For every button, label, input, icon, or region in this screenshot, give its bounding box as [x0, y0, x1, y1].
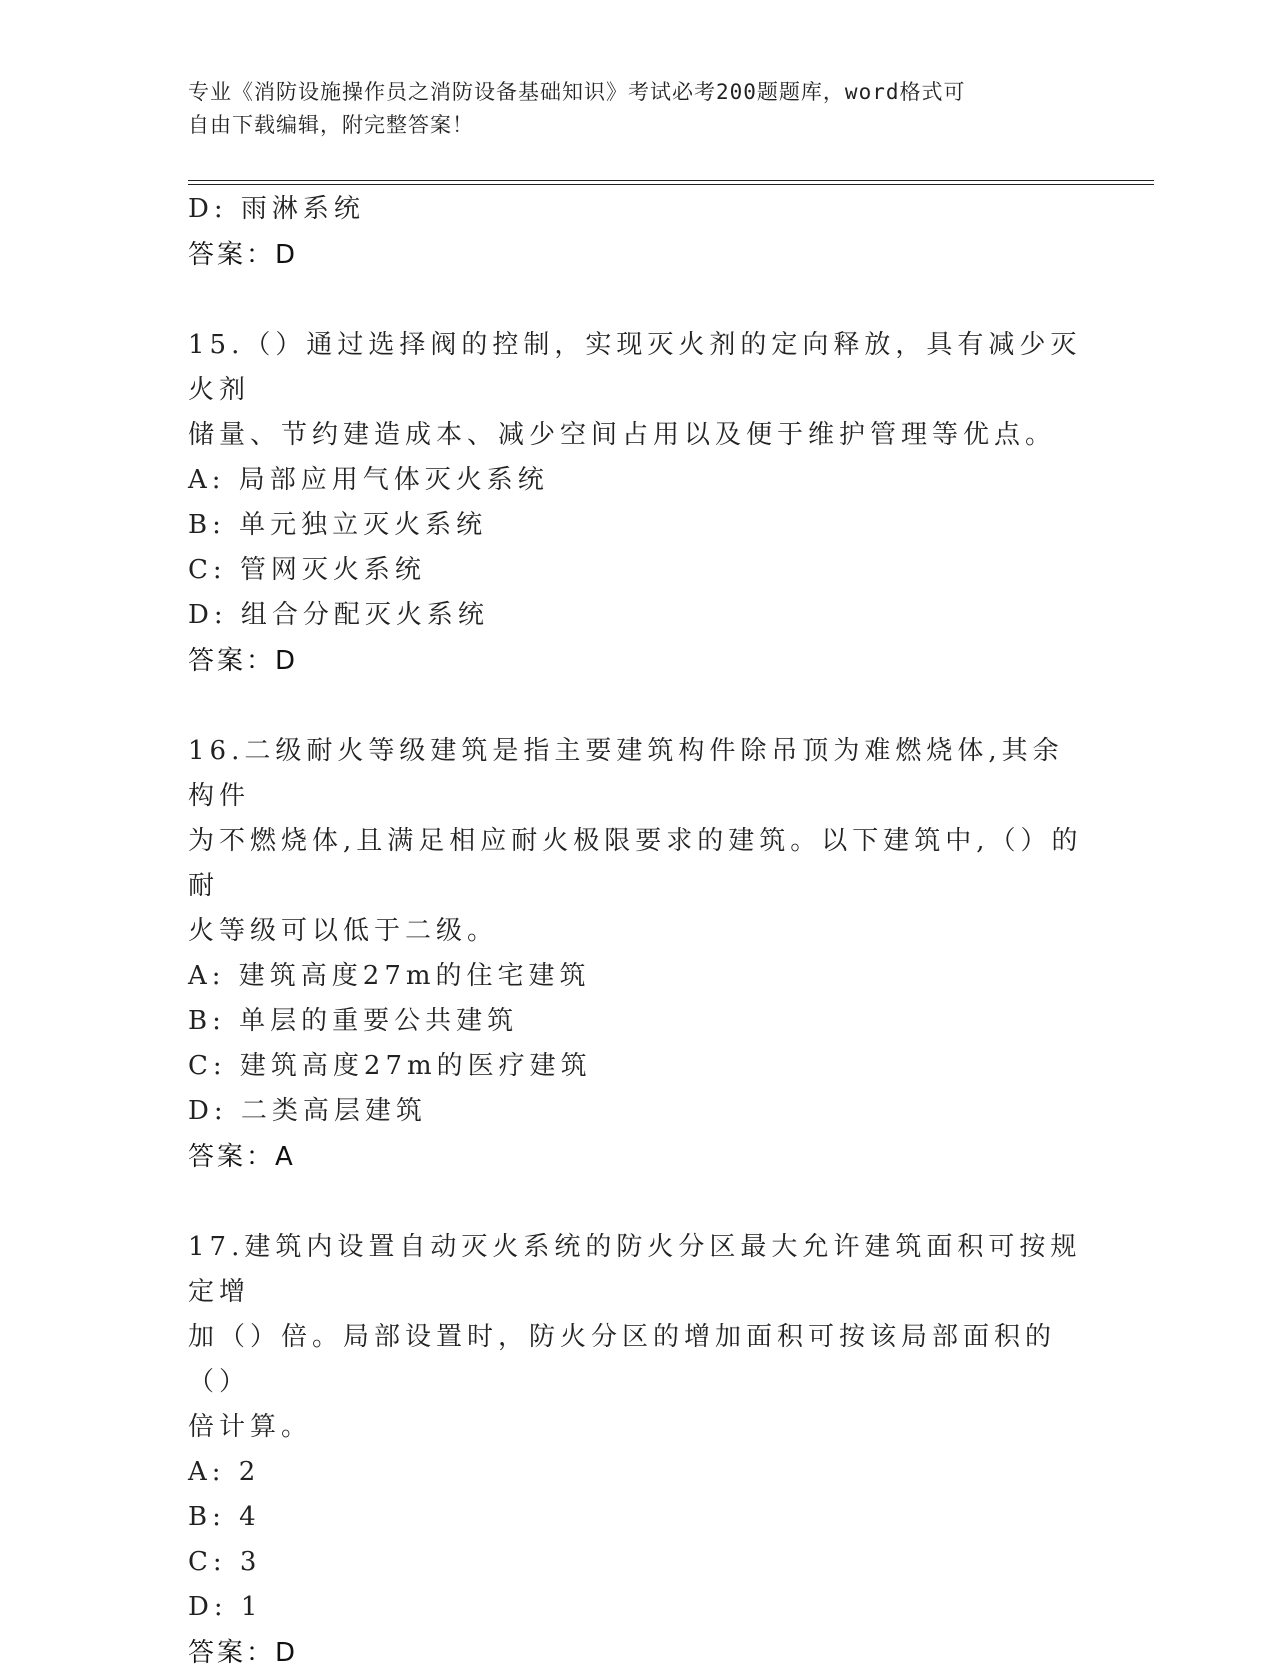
- answer-line: 答案：D: [188, 240, 299, 270]
- option-d: D: 二类高层建筑: [188, 1096, 427, 1126]
- question-content: [188, 187, 1088, 1676]
- option-c: C: 管网灭火系统: [188, 555, 426, 585]
- spacer: [188, 684, 1088, 729]
- option-b: B: 单层的重要公共建筑: [188, 1006, 519, 1036]
- answer-line: 答案：D: [188, 1638, 299, 1668]
- option-d: D: 雨淋系统: [188, 194, 365, 224]
- option-b: B: 单元独立灭火系统: [188, 510, 488, 540]
- question-stem-line: 17.建筑内设置自动灭火系统的防火分区最大允许建筑面积可按规定增: [188, 1232, 1082, 1307]
- question-stem-line: 15.（）通过选择阀的控制，实现灭火剂的定向释放，具有减少灭火剂: [188, 330, 1082, 405]
- question-stem-line: 倍计算。: [188, 1412, 313, 1442]
- header-title-line-1: 专业《消防设施操作员之消防设备基础知识》考试必考200题题库，word格式可: [188, 80, 966, 104]
- page-header: [188, 76, 1068, 142]
- header-divider: [188, 180, 1154, 185]
- option-a: A: 建筑高度27m的住宅建筑: [188, 961, 591, 991]
- option-c: C: 建筑高度27m的医疗建筑: [188, 1051, 592, 1081]
- question-block: [188, 729, 1088, 1180]
- option-d: D: 1: [188, 1592, 263, 1622]
- question-block: [188, 1225, 1088, 1676]
- spacer: [188, 278, 1088, 323]
- question-block: [188, 323, 1088, 684]
- option-a: A: 2: [188, 1457, 261, 1487]
- answer-line: 答案：A: [188, 1142, 296, 1172]
- question-stem-line: 储量、节约建造成本、减少空间占用以及便于维护管理等优点。: [188, 420, 1057, 450]
- option-a: A: 局部应用气体灭火系统: [188, 465, 549, 495]
- question-stem-line: 16.二级耐火等级建筑是指主要建筑构件除吊顶为难燃烧体,其余构件: [188, 736, 1064, 811]
- option-d: D: 组合分配灭火系统: [188, 600, 489, 630]
- answer-line: 答案：D: [188, 646, 299, 676]
- question-stem-line: 为不燃烧体,且满足相应耐火极限要求的建筑。以下建筑中,（）的耐: [188, 826, 1083, 901]
- option-b: B: 4: [188, 1502, 261, 1532]
- question-stem-line: 火等级可以低于二级。: [188, 916, 499, 946]
- header-title-line-2: 自由下载编辑，附完整答案！: [188, 113, 474, 137]
- question-stem-line: 加（）倍。局部设置时，防火分区的增加面积可按该局部面积的（）: [188, 1322, 1057, 1397]
- spacer: [188, 1180, 1088, 1225]
- option-c: C: 3: [188, 1547, 262, 1577]
